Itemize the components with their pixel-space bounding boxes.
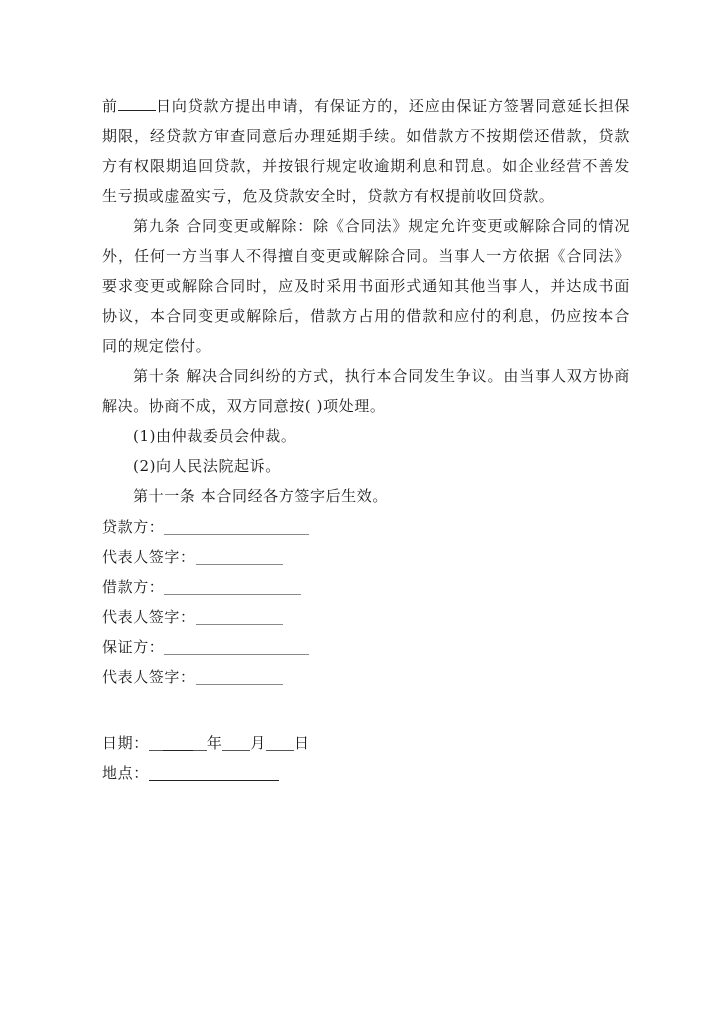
date-row bbox=[102, 728, 310, 758]
year-unit: 年 bbox=[206, 734, 223, 752]
signature-label: 保证方： bbox=[102, 638, 165, 656]
article-9: 第九条 合同变更或解除：除《合同法》规定允许变更或解除合同的情况外，任何一方当事人不得擅自变更或解除合同。当事人一方依据《合同法》要求变更或解除合同时，应及时采用书面形式通知其他当事人，并达成书面协议，本合同变更或解除后，借款方占用的借款和应付的利息，仍应按本合同的规定偿付。 bbox=[102, 217, 630, 355]
days-blank-field[interactable] bbox=[118, 96, 156, 111]
article-10-option-2: (2)向人民法院起诉。 bbox=[133, 457, 281, 475]
signature-row-guarantor bbox=[102, 632, 309, 662]
paragraph-text: 日向贷款方提出申请，有保证方的，还应由保证方签署同意延长担保期限，经贷款方审查同意后办理延期手续。如借款方不按期偿还借款，贷款方有权限期追回贷款，并按银行规定收逾期利息和罚息。如企业经营不善发生亏损或虚盈实亏，危及贷款安全时，贷款方有权提前收回贷款。 bbox=[102, 97, 630, 205]
signature-label: 借款方： bbox=[102, 578, 165, 596]
month-unit: 月 bbox=[250, 734, 267, 752]
signature-row-borrower bbox=[102, 572, 309, 602]
year-field-lead[interactable] bbox=[149, 736, 163, 751]
article-11: 第十一条 本合同经各方签字后生效。 bbox=[133, 487, 388, 505]
signature-row-lender-rep bbox=[102, 542, 309, 572]
borrower-signature-field[interactable] bbox=[164, 580, 301, 595]
year-field-tail[interactable] bbox=[193, 736, 207, 751]
paragraph-extension bbox=[102, 91, 630, 211]
signature-row-guarantor-rep bbox=[102, 662, 309, 692]
signature-label: 代表人签字： bbox=[102, 548, 196, 566]
guarantor-rep-signature-field[interactable] bbox=[196, 670, 283, 685]
borrower-rep-signature-field[interactable] bbox=[196, 610, 283, 625]
article-10-option-1: (1)由仲裁委员会仲裁。 bbox=[133, 427, 297, 445]
signature-label: 代表人签字： bbox=[102, 608, 196, 626]
article-10: 第十条 解决合同纠纷的方式，执行本合同发生争议。由当事人双方协商解决。协商不成，双方同意按( )项处理。 bbox=[102, 367, 630, 415]
lender-signature-field[interactable] bbox=[164, 520, 309, 535]
place-row bbox=[102, 758, 310, 788]
day-field[interactable] bbox=[266, 736, 294, 751]
signature-block bbox=[102, 512, 309, 692]
guarantor-signature-field[interactable] bbox=[164, 640, 309, 655]
date-place-block bbox=[102, 728, 310, 788]
place-field[interactable] bbox=[149, 766, 279, 781]
signature-label: 代表人签字： bbox=[102, 668, 196, 686]
signature-label: 贷款方： bbox=[102, 518, 165, 536]
signature-row-borrower-rep bbox=[102, 602, 309, 632]
month-field[interactable] bbox=[222, 736, 250, 751]
place-label: 地点： bbox=[102, 764, 149, 782]
date-label: 日期： bbox=[102, 734, 149, 752]
lender-rep-signature-field[interactable] bbox=[196, 550, 283, 565]
year-field[interactable] bbox=[163, 736, 193, 751]
paragraph-prefix: 前 bbox=[102, 97, 118, 115]
signature-row-lender bbox=[102, 512, 309, 542]
day-unit: 日 bbox=[294, 734, 310, 752]
contract-page bbox=[102, 91, 630, 511]
